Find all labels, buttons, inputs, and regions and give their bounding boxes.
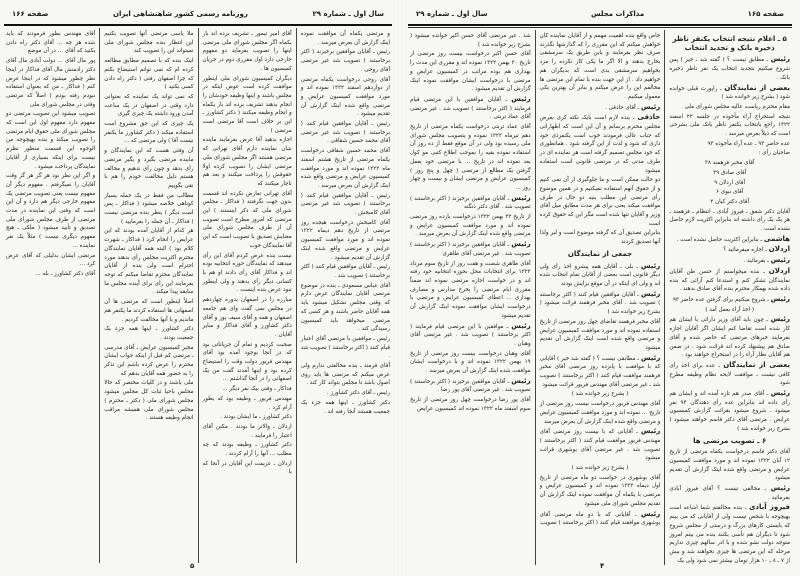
speech-paragraph: رئیس ـ آقایانی که با دو ماه مرتضی آقای بوشهری موافقند قیام کنند ( اکثر برخاستند ) تصویب bbox=[539, 509, 661, 527]
speech-paragraph: فیروز آبادی ـ بنده مخالفتم شما اشاعه است بهیچوجه با شخص نیست ولی از آقایانی که می بینم که بایستی کارهای بزرگ و درستی از مجلس شروع شود تا دیگران هم تأسی بکنند بنده می بینم امروز متوجه دولت نشو شده و با ادر سالهم چیزی نداریم مرحله که این مرتضی ها چیزی نخواهند شد و بیش از ۷ ـ ۸ ـ ۱۰ هزار تومان بیشتر نمی شود ولی یک bbox=[669, 503, 790, 564]
speaker-name: رئیس bbox=[640, 102, 661, 111]
column-area bbox=[2, 28, 394, 563]
vote-list-item: آقای دکتر کیان ۲ bbox=[710, 198, 750, 205]
paragraph: ملی باشند و در کلیات مختصر که حالا مجلس باحیا ثبات کل مجلس میشود مجلس شورای ملی ( دکتر ـ محترم ) مجلس شورای ملی همیشه مراقب انجام وظیفه هستند . bbox=[104, 380, 194, 422]
right-page bbox=[400, 0, 800, 576]
speaker-name: فیروز آبادی bbox=[748, 503, 790, 512]
text-column bbox=[535, 30, 665, 565]
speech-paragraph: رئیس ـ آقایانی که با بیست روز مرتضی آقای مهندس فریور موافقت قیام کنند ( اکثر برخاستند ) تصویب شد . غیر مرتضی آقای بوشهری قرائت میشود bbox=[539, 427, 661, 462]
speech-paragraph: رئیس ـ آقایان موافقین برخیزند ( اکثر برخاستند ) تصویب شد . آقای دکتر ذنگنه bbox=[409, 193, 531, 211]
paragraph: صاحبان رأی : bbox=[758, 150, 790, 157]
section-heading: ۶ ـ تصویب مرتضی ها bbox=[693, 436, 767, 445]
paragraph: اصلاً اینطور است که مرتضی ها آن اصفهانی ها استفاده کردند ما یکنفر هم ماندیم و با آنها مخالفت کردیم . bbox=[104, 299, 194, 323]
paragraph: مبارزه را در اصفهان بدوره چهاردهم در مجلس نمی گفت وای هم جامعه اصفهان و همه و آقای سیف پور و آقای دکتر کشاورز و آقای فداکار و سایر آقایان . bbox=[202, 297, 292, 338]
paragraph: هر کدام از آقایان آمده بودند که این عرایض را انجام کرد ( فداکار ـ شهرت کلام بود ) البته همه آقایان نمایندگان محترم اکثریت مجلس رأی بدهند مورد احترام است ولی بنده از آقایان نمایندگان محترم تقاضا میکنم که توجه بفرمایند این رأی برای آینده مجلس ما سابقه پیدا میکند . bbox=[104, 228, 194, 296]
speaker-name: رئیس bbox=[640, 353, 661, 362]
speech-paragraph: رئیس ـ آقایان موافقین برخیزند ( اکثر برخاستند ) تصویب شد . غیر مرتضی آقای پور رضا . bbox=[409, 376, 531, 394]
speech-paragraph: رئیس ـ آقایان موافقین برخیزند ( اکثر برخاستند ) تصویب شد . غیر مرتضی آقای طاهری bbox=[409, 240, 531, 257]
stage-direction: ( اخذ آراء بعمل آمد ) bbox=[705, 306, 755, 313]
header-rule bbox=[408, 24, 792, 26]
speaker-name: رئیس bbox=[640, 261, 661, 270]
text-column bbox=[198, 28, 296, 563]
speaker-name: اردلان bbox=[768, 245, 790, 254]
folio: ۵ bbox=[190, 562, 195, 570]
speaker-name: رئیس bbox=[770, 389, 790, 398]
paragraph: مرتضی ایشان بدلیلی که آقای عرض کرد ... bbox=[6, 252, 96, 268]
paragraph: رئیس ـ آقایان موافقین برخیزند ( اکثر برخاستند ) تصویب شد غیر مرتضی آقای روحی . bbox=[300, 49, 390, 73]
paragraph: آقای وهبان درخواست بیست روز مرتضی از تاریخ ۱۹ بهمن ۱۳۲۲ نموده اند و با درخواست ایشان موافقت شده اینک گزارش آن بعرض میرسد . bbox=[409, 350, 531, 375]
speaker-name: رئیس bbox=[770, 256, 790, 265]
speech-paragraph: رئیس ـ بلی ـ آقایان همه پیشرو اخذ رأی ولی دیگر قانونی است بعضی از آقایان تمام انتخاب شده اند و ولی ای اینکه در آن موقع برایش بودند bbox=[539, 261, 661, 287]
page-number: صفحه ۱۶۵ bbox=[747, 10, 784, 18]
paragraph: عده حاضر ۹۳ ـ عده آراء مأخوذه ۹۳ bbox=[707, 140, 790, 147]
paragraph: اجازه بدهید آقا عرض بفرمایند ماینده شان نماینده دارم آقای تهرانی که مرتضی هستند اگر مجلس شورای ملی مرتضی ایشان را تصویب کرده اولا حقوقش را پرداخت میکنند و بعد هم ناچار میکنند که bbox=[202, 137, 292, 187]
speech-paragraph: اردلان ـ اجازه میفرمائید ؟ bbox=[723, 245, 790, 254]
speech-paragraph: رئیس ـ آقای حاذقی . bbox=[605, 102, 661, 111]
paragraph: دکتر کشاورز ـ اینها همه جزء یک جمعیت هستند آنجا رفته اند . bbox=[300, 399, 390, 415]
paragraph: مخبر کمیسیون عرایض ـ آقای مدرسی ـ مرتضی کم قبل از اینکه جواب ایشان محترم را عرض کرده باشم این تذکر را به حضور همه آقایان بدهم که bbox=[104, 344, 194, 377]
speech-paragraph: حاذقی ـ بنده لازم است بایک نکته کری بعرض مجلس محترم برسانم و آن این است که اظهاراتی که جناب عالی فرمودند خوب است یکنفرذی خود داری که شود و لذت از این گرفته شود . همانطوری که خود مجلس تصمیم گرفته است هر نماینده ای در طرف مدتی که در مرتضی قانونی است استفاده میشود bbox=[539, 113, 661, 174]
paragraph: مقام محترم ریاست عالیه مجلس شورای ملی bbox=[684, 103, 790, 110]
paragraph: آقای حسن اکبر درخواست بیست روز مرتضی از تاریخ ۲۰ بهمن ۱۳۲۲ نموده اند و مقرری این مدت را بهداری هم بوده مراتب در کمیسیون عرایض و مرتضی با درخواست ایشان موافقت نموده اینک گزارش آن تقدیم میشود . bbox=[409, 51, 531, 93]
speech-paragraph: بعضی از نمایندگان ـ راپورت قبلی خوانده شود ( بشرح زیر خوانده شد ) bbox=[669, 83, 791, 101]
paragraph: دیگران کمیسیون شورای ملی اینطور موافقت کرده است عوض اینکه در مجلس باشند و اینها وظیفه خودشان را انجام بدهند تشریف برده اند بار یکماه و انجام وظیفه میکنند ( دکتر کشاورز ـ این بر خلاف است آقا مرتضی است مرتضی ) bbox=[202, 75, 292, 134]
text-column bbox=[99, 28, 197, 563]
paragraph: اردلان ـ عزیمت این آقایان در آنجا که با bbox=[202, 460, 292, 476]
issue-label: سال اول ـ شماره ۲۹ bbox=[416, 10, 488, 18]
speaker-name: رئیس bbox=[511, 240, 531, 249]
speaker-name: بعضی از نمایندگان bbox=[723, 360, 790, 369]
column-area bbox=[406, 30, 794, 565]
paragraph: آقای عباس مسعودی ـ بنده در موضوع مرتضی آقایان نمایندگان عرض دارم که وقتی مجلس تشکیل میشود باید همه آقایان حاضر باشند و هر کسی که مرتضی میخواهد باید کمیسیون رسیدگی کند . bbox=[300, 282, 390, 333]
speech-paragraph: هاشمی ـ بنابراین اکثریت حاصل نشده است . bbox=[676, 234, 790, 243]
speech-paragraph: رئیس ـ مطابق نیست ؟ ( گفته شد ـ خیر ) پس شروع میکنیم بتجدید انتخاب یک نفر ناظر ذخیره بانک . bbox=[669, 55, 790, 81]
paragraph: صحبت کردیم و تمام آن جریاناتی بود که در آنجا بوجود آمده بود آقای مهندس فریور دولت وقت را استیضاح کرده بود و اینها آمدند گفت من یک اصفهانی را در آنجا گذاشتم ... bbox=[202, 341, 292, 383]
speech-paragraph: اردلان ـ بنده میخواستم از حسن ظن آقایان نمایندگان تشکر کنم و استدعا کنم آرائی که بنده داده شده بهمکار محترم بنده آقای صادق بدهند . bbox=[669, 266, 790, 293]
speech-paragraph: رئیس ـ موافقین با این مرتضی قیام فرمایند ( اکثر برخاستند ) تصویب شد . غیر مرتضی آقای وهبان . bbox=[409, 321, 531, 347]
page-header bbox=[406, 6, 794, 22]
speaker-name: بعضی از نمایندگان bbox=[724, 83, 791, 92]
text-column bbox=[406, 30, 535, 565]
speech-paragraph: بعضی از نمایندگان ـ عده برای اخذ رأی کافی نیست ـ موافقت لایحه نظام وظیفه مطرح شود bbox=[669, 360, 790, 387]
speaker-name: هاشمی bbox=[763, 234, 790, 243]
paragraph: فداکار ـ وقتی بیک نفر دیگر ... bbox=[222, 386, 292, 393]
paragraph: نتیجه استخراج آراء مأخوذه در جلسه ۲۲ اسفند ۱۳۲۲ راجع بانتخاب یکنفر ناظر بانک ملی بشرحی است که ذیلاً بعرض میرسد . bbox=[669, 113, 790, 138]
page-gutter bbox=[398, 0, 402, 576]
paragraph: رئیس ـ آقایان موافقین قیام کنند ( برخاستند ) تصویب شد غیر مرتضی آقای کامبخش . bbox=[300, 192, 390, 217]
speaker-name: اردلان bbox=[768, 266, 790, 275]
speaker-name: رئیس bbox=[770, 315, 790, 324]
paragraph: رئیس ـ آقایان موافقین قیام کنند ( برخاستند ) تصویب شد غیر مرتضی آقای محمد حسین شقاقی . bbox=[300, 121, 390, 145]
paragraph: پور مال آقای ... دولت آبادی مال آقای دکتر رادمنش مال آقای فداکار در اینجا نظر چطور میشود که در اینجا عرض کنم ( فداکار ـ من که بعنوان استفاده نبودم رفته بودم ) اصلاً که مرتضی وقتی در مجلس شورای ملی bbox=[6, 58, 96, 108]
folio: ۴ bbox=[600, 562, 605, 570]
paragraph: شد . غیر مرتضی آقای حسن اکبر خوانده میشود ( بشرح زیر خوانده شد ) bbox=[409, 33, 531, 48]
issue-label: سال اول ـ شماره ۲۹ bbox=[312, 10, 384, 18]
section-heading: ۵ ـ اعلام نتیجه انتخاب یکنفر ناظر ذخیره بانک و تجدید انتخاب bbox=[672, 35, 787, 52]
paragraph: دو حالت ممکن است و ما جلوگیری از آن نمی کنیم و از حقوق آنهم استفاده نمیکنیم و در همین موضوع رأی مرتضی این مطلب بنیه دو حال در طرف موافقت میکند یعنی برای هر مدت مطابق میل آقای وزیر و آقایان تنها شده است مگر این که حقوق کرده است bbox=[539, 177, 661, 227]
paragraph: مهندس فریور ـ وظیفه بود که بطور آرام کرد . bbox=[202, 395, 292, 411]
speech-paragraph: رئیس ـ چون باید آقای وزیر دارائی با ایشان هم کار شده است تقاضا کنم ایشان اگر آقایان اجازه بفرمایند خبرهای مرتضی که حاضر شده و آقای صادق هم پیشنهاد کرده اند قرائت شود . در ضمن هم آقایان نظار آراء را در استخراج خواهند بود . bbox=[669, 315, 790, 359]
speaker-name: رئیس bbox=[770, 55, 790, 64]
paragraph: دکتر کشاورز ـ وظیفه بودند که چه مطلب ... آنها را آرام کردند . bbox=[202, 442, 292, 458]
paragraph: آقای طاهری شصت و هفت روز از تاریخ سوم مرداد ۱۳۲۲ برای انتخابات محل بحوزه انتخابیه خود رفته اند و در خواست اجازه مرتضی نموده اند ضمناً مقرری ایام مرتضی را بخرج مدارس و مصارف بهداری ... اعطای کمیسیون عرایض و مرتضی با درخواست ایشان موافقت نموده اینک گزارش آن تقدیم میشود bbox=[409, 260, 531, 319]
speaker-name: رئیس bbox=[511, 376, 531, 385]
paragraph: آقای روحی درخواست یکماه مرتضی از دوازدهم اسفند ۱۳۲۲ نموده اند و مورد موافقت کمیسیون عرایض و مرتضی واقع شده اینک گزارش آن تقدیم میشود . bbox=[300, 76, 390, 118]
paragraph: اردلان ـ والاتر ما بودند . مکنن آقای اعتبار را فرمایند . bbox=[202, 423, 292, 439]
stage-direction: ( بشرح زیر خوانده شد ) bbox=[571, 391, 629, 398]
newspaper-title: روزنامه رسمی کشور شاهنشاهی ایران bbox=[112, 10, 248, 18]
paragraph: آقای پور رضا درخواست چهل روز مرتضی از تاریخ سوم اسفند ماه ۱۳۲۲ نموده اند کمیسیون عرایض bbox=[409, 397, 531, 412]
paragraph: یک چیزی که این حق مشروع است استفاده میکند ( دکتر کشاورز ما یکنفر نیست آقا ) ولی مرتضی که ... bbox=[104, 121, 194, 145]
paragraph: بنابراین تصدیق آن که گرفته موضوع است و لیر ولذا آنها تصدیق کردند bbox=[539, 230, 661, 246]
paragraph: آقای دکتر قاسم درخواست یکماه مرتضی از تاریخ ۱۲ آبان ۱۳۲۲ نموده اند و مورد موافقت کمیسیون عرایض و مرتضی واقع شده اینک گزارش آن تقدیم میشود bbox=[669, 449, 791, 482]
vote-list-item: آقای صادق ۳۹ bbox=[713, 169, 747, 176]
speaker-name: رئیس bbox=[640, 509, 661, 518]
speech-paragraph: رئیس ـ مخالفی نیست ؟ آقای فیروز آبادی بفرمائید . bbox=[669, 484, 790, 501]
speaker-name: رئیس bbox=[511, 193, 531, 202]
page-header bbox=[2, 6, 394, 22]
paragraph: دکتر کشاورز ـ ما ایشان بودند . bbox=[220, 414, 292, 421]
paragraph: خاص واقع بنده اهمیت مهمم و از آقایان نماینده کان خواهش میکنم که این مقرری را که گذارشها نگذرند صرف نظر بفرمایند و باین طریق یک سرمشقی بخارج بدهند و الا اگر ما یکی کار نکرده را مزد بخواهیم سرمشقی بدی است که بدیگران هم خواهیم داد . از این جهت بنده با تمام این مرتضی ها مخالفم این را عرض میکنم و بنابر آن بهترین یکی معمول میکنیم . bbox=[539, 33, 661, 100]
vote-list-item: آقای مخبر فرهمند ۳۸ bbox=[704, 160, 755, 167]
stage-direction: ( بشرح زیر خوانده شد ) bbox=[571, 465, 629, 472]
paragraph: آن وقتی هست که این نمایندگان و ماینده مرتضی بگیرد و بگیر مرتضی رأی بدهد و چون رأی ندهیم و مخالف هستم دلیل مخالفت خودم را هم با نقی بگوییم bbox=[104, 148, 194, 189]
paragraph: آقای مهندس فریور درخواست بیست روز مرتضی از تاریخ ... نموده اند و مورد موافقت کمیسیون عرایض و مرتضی واقع شده اینک گزارش آن بعرض میرسد bbox=[539, 401, 661, 425]
speech-paragraph: رئیس ـ آقایان موافقین با این مرتضی قیام فرمایند ( اکثر برخاستند ) تصویب شد . غیر مرتضی آقای عماد تربتی . bbox=[409, 94, 531, 121]
speaker-name: رئیس bbox=[640, 289, 661, 298]
paragraph: از تاریخ ۲۲ بهمن ۱۳۲۲ درخواست یازده روز مرتضی نموده اند و مورد موافقت کمیسیون عرایض و مرتضی واقع شده اینک گزارش آن بعرض میرسد . bbox=[409, 214, 531, 238]
speaker-name: رئیس bbox=[640, 427, 661, 436]
vote-list-item: آقای اردلان ۹ bbox=[714, 179, 746, 186]
text-column bbox=[296, 28, 394, 563]
speech-paragraph: رئیس ـ شروع میکنیم برای گرفتن عده حاضر ۹۳ bbox=[672, 294, 790, 303]
paragraph: مطالب من فقط در یک جمله بسیار کوتاهی خلاصه میشود ( فداکار ـ پس است دیگر ) بنظر بنده مرتضی نیست ( فداکار ـ آن جمله را بفرمایید ) bbox=[104, 192, 194, 225]
speaker-name: رئیس bbox=[511, 94, 531, 103]
paragraph: آقای تهرانی تعارض نکرده اند قسمت بدون جهت نگرفتند ( فداکار ـ مجلس شورای ملی که دکر اینستند ) این مرتضی که امروز مطرح است تصویب آن از طرف مجلس شورای ملی معنایش تصدیق یا تصویب است که این آقا نمایندگان خوب bbox=[202, 190, 292, 249]
paragraph: رئیس ـ آقایان موافقین قیام کنند ( اکثر برخاستند ) تصویب شد . bbox=[300, 264, 390, 279]
paragraph: آقای دکتر کشاورز ـ بله ... bbox=[35, 270, 96, 277]
section-title: مذاکرات مجلس bbox=[590, 10, 645, 18]
paragraph: دکتر کشاورز ـ اینها همه جزء یک جمعیت بودند . bbox=[104, 326, 194, 341]
paragraph: اینک بنده که با تصمیم مطابق مطالعه کرده ام که نمی توانم استیضاح بکنم که چرا اصفهان رفتی ( دکتر راه دادن کسی بکنید ) bbox=[104, 58, 194, 91]
speech-paragraph: رئیس ـ بفرمائید . bbox=[743, 256, 790, 265]
paragraph: آقای فرمند ـ بنده مخالفتی ندارم ولی عرض میکنم که مرتضی ها باید روی اصول باشد تا مجلس بتواند کار کند . bbox=[300, 363, 390, 387]
paragraph: آقای محمد حسین شقاقی درخواست یکماه مرتضی از تاریخ هشتم اسفند ماه ۱۳۲۲ نموده اند و مورد موافقت کمیسیون عرایض و مرتضی واقع شده اینک گزارش آن بعرض میرسد . bbox=[300, 148, 390, 189]
paragraph: آقای امیر تیمور ـ تشریف برده اند بار یکماه اگر مجلس شورای ملی مرتضی اینها را تصویب بفرماید دو مفهوم خارجی دارد اول مقرری دوم در جریان کمیسیون ها . bbox=[202, 31, 292, 72]
section-heading: جمعی از نمایندگان bbox=[567, 249, 633, 258]
paragraph: و مرتضی یکماه آن موافقت نموده اینک گزارش آن بعرض میرسد . bbox=[300, 31, 390, 46]
paragraph: و اگر این نظر بود هر گز هر گز وقت آقایان را نمیگرفتم . مفهوم دیگر آن مفهوم نیست یعنی تصویب مرتضی یک مفهوم خارجی دیگر هم دارد و آن این است که وقتی این نماینده در مدت مرتضی از طرف مجلس شورای ملی تصدیق و تأیید میشود ( ملکی ـ هیچ مفهوم دیگری نیست ) مثلاً یک نفر نماینده ... bbox=[6, 173, 96, 249]
speech-paragraph: رئیس ـ آقای صدر هم تازه آمده اند و ایشان هم رأی داده اند بنابراین عده رأی دهندگان ۹۴ نفر میشود . شروع میشود بقرائت گزارش کمیسیون عرایض . مرتضی آقای دکتر قاسم خواهند میشود ( بشرح زیر خوانده شد ) bbox=[669, 389, 790, 432]
vote-list-item: آقای نبوی ۶ bbox=[715, 189, 744, 196]
speaker-name: رئیس bbox=[770, 294, 790, 303]
header-rule-thin bbox=[408, 27, 792, 28]
speaker-name: رئیس bbox=[511, 321, 531, 330]
header-rule bbox=[4, 24, 392, 26]
paragraph: نیست بنده عرض کردم آقای این رأی میدهند که نمایندگان حوزه انتخابیه بوده اند و فداکار آقای رأی دادند او هم یا کسانی دیگر رأی بدهند و ولی اینطور نبود عرض بنده اینست . bbox=[202, 252, 292, 294]
speech-paragraph: رئیس ـ آقایان موافقین قیام کنند ( اکثر برخاستند ) تصویب شد . آقای مخبر فرهمند قرائت میشود ( بشرح زیر خوانده شد ) bbox=[539, 289, 661, 316]
paragraph: آقای کامبخش درخواست هیجده روز مرتضی از تاریخ دهم دیماه ۱۳۲۲ نموده اند و مورد موافقت کمیسیون عرایض و مرتضی واقع شده اینک گزارش آن تقدیم میشود . bbox=[300, 219, 390, 261]
paragraph: آقایان دکتر شفق ـ فیروز آبادی ـ انتظام ـ فرهمند ـ هر یک یک رأی داشته اند بنابراین اکثریت لازم حاصل نشده است . bbox=[669, 208, 790, 233]
text-column bbox=[2, 28, 99, 563]
speaker-name: رئیس bbox=[770, 484, 790, 493]
paragraph: آقای بوشهری در خواست دو ماه مرتضی از تاریخ اول دیماه ۱۳۲۲ نموده اند و کمیسیون عرایض و مرتضی با یکماه آن موافقت نموده اینک گزارش آن تقدیم مجلس شورای ملی میشود bbox=[539, 474, 661, 507]
page-number: صفحه ۱۶۶ bbox=[12, 10, 49, 18]
paragraph: ملا یاسی مرتضی آنها تصویب بکنیم این انتظار بنده مجلس شورای ملی نمیتواند این را تصویب کند bbox=[104, 31, 194, 55]
paragraph: آقای مهندس بطور فرمودند که باید شده هر چه ... آقای دکتر راه دادن بکنید که آقای ... در آن موضع bbox=[6, 31, 96, 55]
paragraph: که نمی تواند یک نماینده که بعنوانی دارد وقتی در اصفهان در یک ساعت آمدن ورود داشته یک چیزی گیری bbox=[104, 93, 194, 118]
paragraph: رئیس ـ آقای دکتر کشاورز . bbox=[326, 390, 390, 397]
paragraph: تصویب میشود این تصویب مرتضی دو مفهوم دارد مفهوم اول این است که مجلس شورای ملی حقوق ایام مرتضی را تصویب میکند و بنده بهیچوجه من الوجوه این قسمت منظور نظرم نیست برای اینکه بسیاری از آقایان نمایندگان پرداخت میشود . bbox=[6, 111, 96, 170]
speech-paragraph: رئیس ـ مطابقی نیست ؟ ( گفته شد خیر ) آقایانی که با موافقت با پانزده روز مرتضی آقای مخبر فرهمند موافقت قیام کنند ( اکثر برخاستند ) تصویب شد ـ غیر مرتضی آقای مهندس فریور قرائت میشود bbox=[539, 353, 661, 388]
paragraph: رئیس ـ موافقین با مرتضی آقای اعتبار قیام کنند ( اکثر برخاستند ) تصویب شد . bbox=[300, 335, 390, 360]
speaker-name: حاذقی bbox=[637, 113, 661, 122]
paragraph: آقای عماد تربتی درخواست یکماه مرتضی از تاریخ دهم تیرماه ۱۳۲۲ نموده و بتصویب مجلس شورای ملی رسیده بود ولی در آن موقع فقط از ده روز آن استفاده نموده بقیه را بموجب اطلاع کتبی مو کول بعد نموده اند در تاریخ ... با مرتضی خود بعمل گرفتن یک مطالع از مرتضی ( چهل و پنج روز ) کمیسیون عرایض و مرتضی ایشان و بیست و چهار روز ... bbox=[409, 124, 531, 191]
paragraph: آقای مخبر فرهمند تقاضای چهل روز مرتضی از تاریخ استفاده نموده اند و مورد موافقت کمیسیون عرایض و مرتضی واقع شده است اینک گزارش آن تقدیم میشود bbox=[539, 318, 661, 351]
text-column bbox=[664, 30, 794, 565]
